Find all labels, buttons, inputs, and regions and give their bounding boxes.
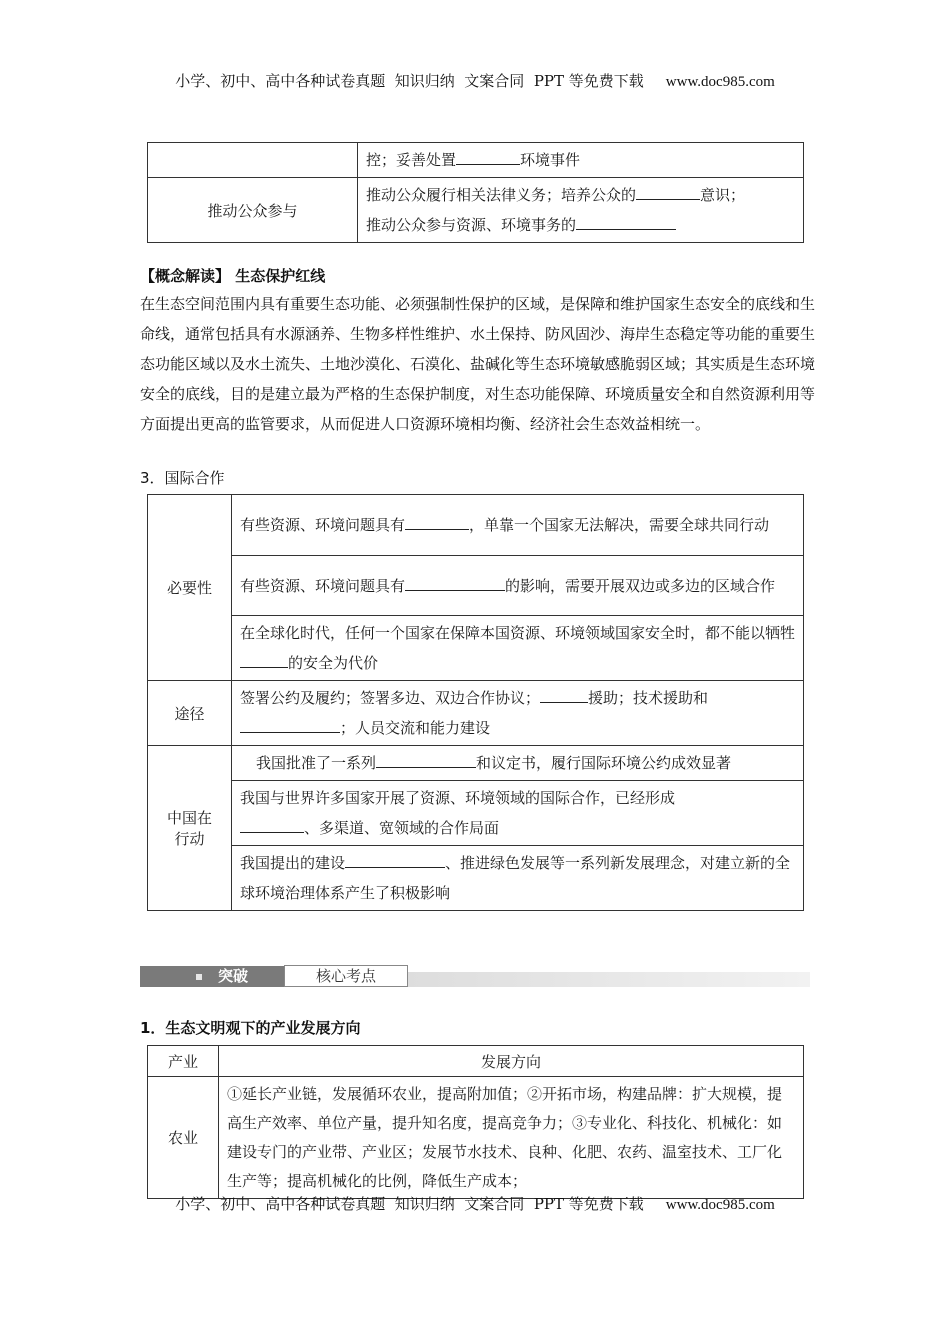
china-item-2: 我国与世界许多国家开展了资源、环境领域的国际合作，已经形成 、多渠道、宽领域的合作局面	[232, 781, 804, 846]
table1-row1-label	[148, 143, 358, 178]
square-bullet-icon	[196, 974, 202, 980]
industry-direction-table	[147, 1045, 804, 1199]
table1-row2-content: 推动公众履行相关法律义务；培养公众的 意识； 推动公众参与资源、环境事务的	[358, 178, 804, 243]
banner-tag-breakthrough: 突破	[140, 966, 284, 987]
table1-row1-content: 控；妥善处置 环境事件	[358, 143, 804, 178]
agriculture-direction: ①延长产业链，发展循环农业，提高附加值；②开拓市场，构建品牌：扩大规模，提高生产效率、单位产量，提升知名度，提高竞争力；③专业化、科技化、机械化：如建设专门的产业带、产业区；发展节水技术、良种、化肥、农药、温室技术、工厂化生产等；提高机械化的比例，降低生产成本；	[219, 1077, 804, 1199]
banner-tag-core-points: 核心考点	[284, 965, 408, 987]
china-item-3: 我国提出的建设 、推进绿色发展等一系列新发展理念，对建立新的全球环境治理体系产生了积极影响	[232, 846, 804, 911]
china-action-label: 中国在行动	[148, 746, 232, 911]
ways-content: 签署公约及履约；签署多边、双边合作协议； 援助；技术援助和 ；人员交流和能力建设	[232, 681, 804, 746]
header-site: www.doc985.com	[665, 74, 775, 90]
industry-agriculture: 农业	[148, 1077, 219, 1199]
section3-title: 3．国际合作	[140, 469, 225, 487]
public-participation-table	[147, 142, 804, 243]
necessity-item-1: 有些资源、环境问题具有 ，单靠一个国家无法解决，需要全球共同行动	[232, 495, 804, 556]
page-footer	[0, 1193, 950, 1214]
international-cooperation-table	[147, 494, 804, 911]
ways-label: 途径	[148, 681, 232, 746]
header-direction: 发展方向	[219, 1046, 804, 1077]
concept-body: 在生态空间范围内具有重要生态功能、必须强制性保护的区域，是保障和维护国家生态安全的底线和生命线，通常包括具有水源涵养、生物多样性维护、水土保持、防风固沙、海岸生态稳定等功能的重要生态功能区域以及水土流失、土地沙漠化、石漠化、盐碱化等生态环境敏感脆弱区域；其实质是生态环境安全的底线，目的是建立最为严格的生态保护制度，对生态功能保障、环境质量安全和自然资源利用等方面提出更高的监管要求，从而促进人口资源环境相均衡、经济社会生态效益相统一。	[140, 295, 816, 433]
china-item-1: 我国批准了一系列 和议定书，履行国际环境公约成效显著	[232, 746, 804, 781]
footer-text: 小学、初中、高中各种试卷真题 知识归纳 文案合同 PPT 等免费下载	[175, 1195, 644, 1213]
page-header	[0, 70, 950, 91]
header-text: 小学、初中、高中各种试卷真题 知识归纳 文案合同 PPT 等免费下载	[175, 72, 644, 90]
section1-title: 1．生态文明观下的产业发展方向	[140, 1019, 361, 1037]
footer-site: www.doc985.com	[665, 1197, 775, 1213]
necessity-item-2: 有些资源、环境问题具有 的影响，需要开展双边或多边的区域合作	[232, 556, 804, 616]
table1-row2-label: 推动公众参与	[148, 178, 358, 243]
concept-title: 【概念解读】 生态保护红线	[140, 267, 326, 285]
header-industry: 产业	[148, 1046, 219, 1077]
necessity-label: 必要性	[148, 495, 232, 681]
section-banner	[140, 966, 810, 988]
necessity-item-3: 在全球化时代，任何一个国家在保障本国资源、环境领域国家安全时，都不能以牺牲的安全为代价	[232, 616, 804, 681]
